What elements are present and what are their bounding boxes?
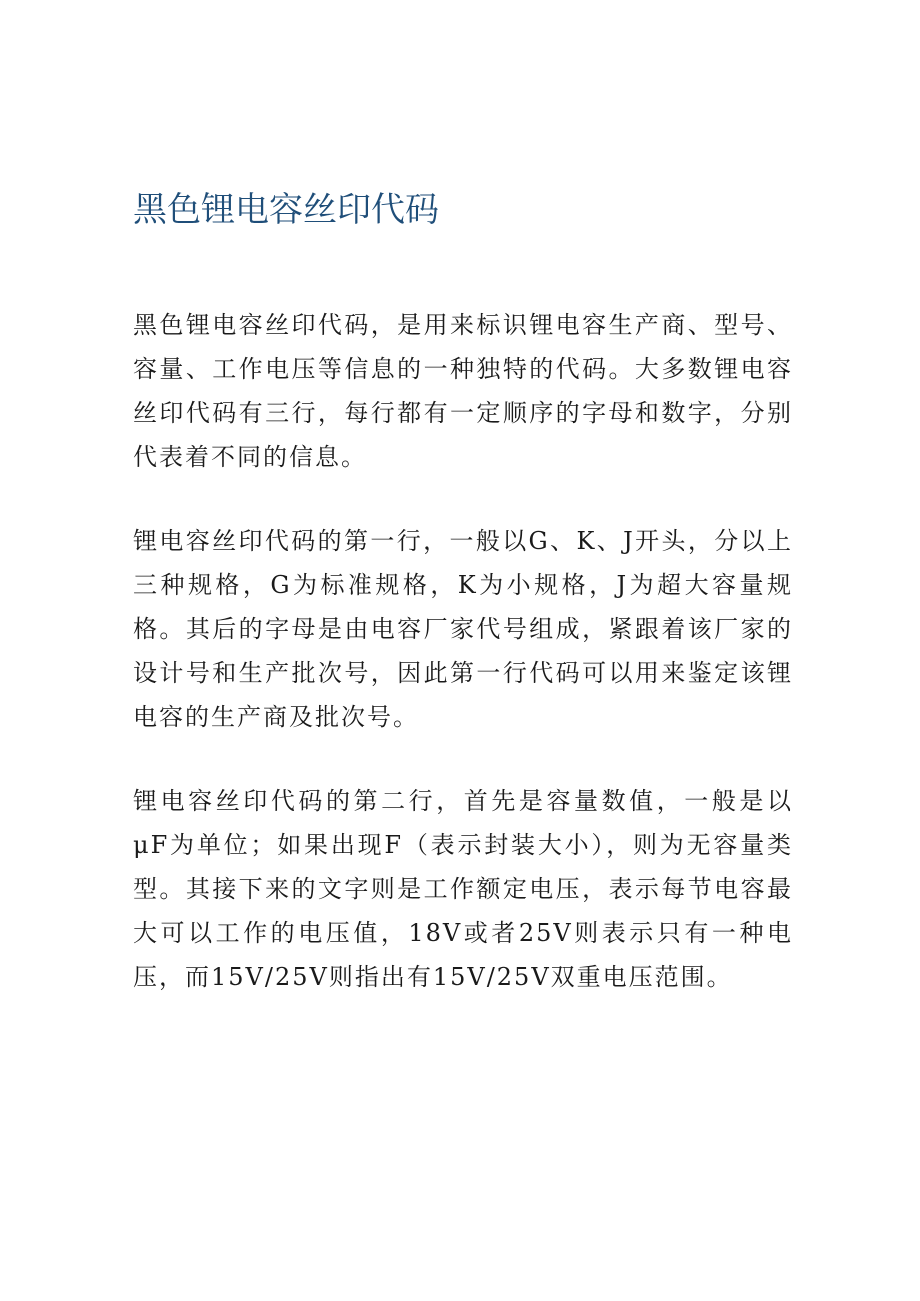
- paragraph-intro: 黑色锂电容丝印代码，是用来标识锂电容生产商、型号、容量、工作电压等信息的一种独特的代码。大多数锂电容丝印代码有三行，每行都有一定顺序的字母和数字，分别代表着不同的信息。: [133, 311, 793, 471]
- document-body: [133, 303, 793, 1039]
- document-title: 黑色锂电容丝印代码: [133, 190, 439, 230]
- paragraph-second-line: 锂电容丝印代码的第二行，首先是容量数值，一般是以μF为单位；如果出现F（表示封装大小），则为无容量类型。其接下来的文字则是工作额定电压，表示每节电容最大可以工作的电压值，18V或者25V则表示只有一种电压，而15V/25V则指出有15V/25V双重电压范围。: [133, 787, 793, 991]
- paragraph-first-line: 锂电容丝印代码的第一行，一般以G、K、J开头，分以上三种规格，G为标准规格，K为小规格，J为超大容量规格。其后的字母是由电容厂家代号组成，紧跟着该厂家的设计号和生产批次号，因此第一行代码可以用来鉴定该锂电容的生产商及批次号。: [133, 527, 793, 731]
